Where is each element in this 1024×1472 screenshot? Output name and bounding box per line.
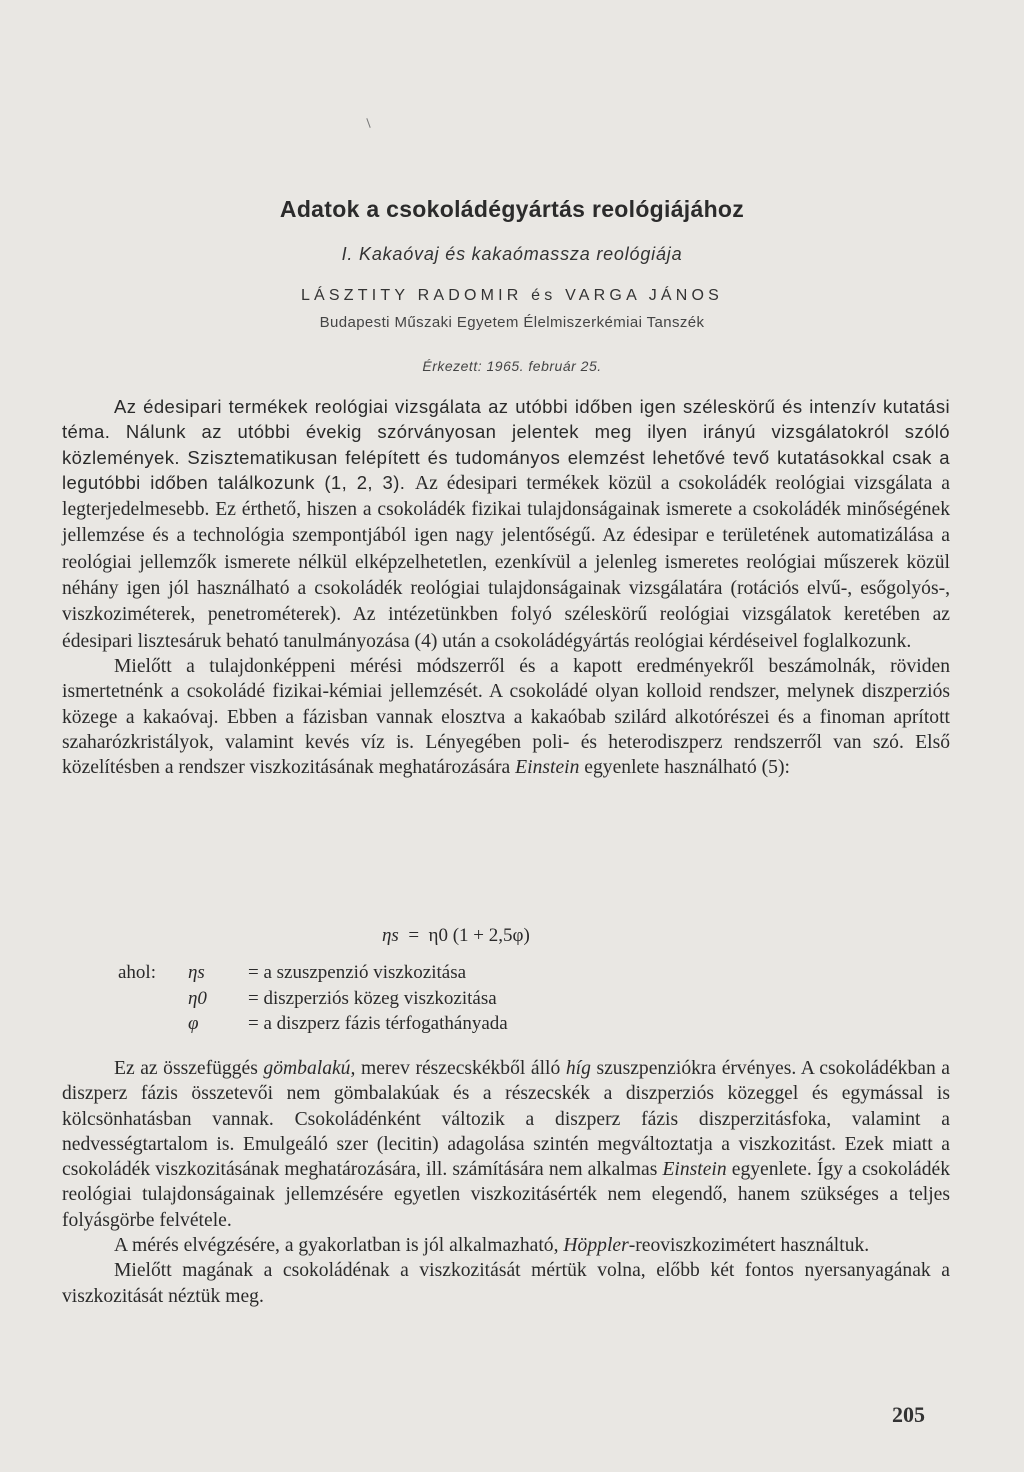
- authors: LÁSZTITY RADOMIR és VARGA JÁNOS: [300, 287, 724, 304]
- stray-mark: [366, 118, 370, 128]
- einstein-name: Einstein: [515, 757, 580, 779]
- article-subtitle: I. Kakaóvaj és kakaómassza reológiája: [341, 244, 683, 264]
- paragraph-1: [62, 394, 950, 654]
- definition-text: = a diszperz fázis térfogathányada: [248, 1013, 508, 1034]
- paragraph-4: [62, 1233, 950, 1258]
- paragraph-3-italic-3: Einstein: [662, 1159, 727, 1181]
- paragraph-3-text-a: Ez az összefüggés: [114, 1058, 258, 1079]
- page-number: 205: [892, 1402, 925, 1427]
- definition-symbol: φ: [188, 1013, 199, 1034]
- definition-row: [118, 1011, 508, 1037]
- symbol-definitions: [118, 960, 508, 1037]
- paragraph-1b-text: Az édesipari termékek közül a csokoládék reológiai vizsgálata a legterjedelmesebb. Ez érthető, hiszen a csokoládék fizikai tulajdonságainak ismerete a csokoládék minőségének jellemzése és a technológia szempontjából igen nagy jelentőségű. Az édesipar e területének automatizálása a reológiai jellemzők ismerete nélkül elképzelhetetlen, ezenkívül a jelenleg ismeretes reológiai műszerek közül néhány igen jól használható a csokoládék reológiai tulajdonságainak vizsgálatára (rotációs elvű-, esőgolyós-, viszkoziméterek, penetrométerek). Az intézetünkben folyó széleskörű reológiai vizsgálatok keretében az édesipari lisztesáruk beható tanulmányozása (4) után a csokoládégyártás reológiai kérdéseivel foglalkozunk.: [62, 472, 950, 652]
- affiliation: Budapesti Műszaki Egyetem Élelmiszerkémiai Tanszék: [319, 314, 705, 331]
- paragraph-3: [62, 1056, 950, 1233]
- definitions-lead: ahol:: [118, 962, 156, 983]
- einstein-formula: [382, 925, 530, 947]
- hoppler-name: Höppler: [563, 1235, 629, 1257]
- received-date: Érkezett: 1965. február 25.: [422, 358, 602, 374]
- paragraph-3-text-c: szuszpenziókra érvényes. A csokoládékban a diszperz fázis összetevői nem gömbalakúak és a részecskék a diszperziós közeggel és egymással is kölcsönhatásban vannak. Csokoládénként változik a diszperz fázis diszperzitásfoka, valamint a nedvességtartalom is. Emulgeáló szer (lecitin) adagolása szintén megváltoztatja a viszkozitást. Ezek miatt a csokoládék viszkozitásának meghatározására, ill. számítására nem alkalmas: [62, 1058, 950, 1181]
- formula-rhs: η0 (1 + 2,5φ): [428, 925, 530, 946]
- paragraph-1-text: Az édesipari termékek reológiai vizsgálata az utóbbi időben igen széleskörű és intenzív kutatási téma. Nálunk az utóbbi évekig szórványosan jelentek meg ilyen irányú vizsgálatokról szóló közlemények. Szisztematikusan felépített és tudományos elemzést lehetővé tevő kutatásokkal csak a legutóbbi időben találkozunk (1, 2, 3).: [62, 396, 950, 493]
- paragraph-3-italic-2: híg: [565, 1058, 591, 1079]
- definition-symbol: ηs: [188, 962, 205, 983]
- paragraph-2-text-b: egyenlete használható (5):: [584, 757, 790, 779]
- paragraph-2-text-a: Mielőtt a tulajdonképpeni mérési módszerről és a kapott eredményekről beszámolnák, röviden ismertetnénk a csokoládé fizikai-kémiai jellemzését. A csokoládé olyan kolloid rendszer, melynek diszperziós közege a kakaóvaj. Ebben a fázisban vannak elosztva a kakaóbab szilárd alkotórészei és a finoman aprított szaharózkristályok, valamint kevés víz is. Lényegében poli- és heterodiszperz rendszerről van szó. Első közelítésben a rendszer viszkozitásának meghatározására: [62, 655, 950, 779]
- definition-text: = diszperziós közeg viszkozitása: [248, 987, 497, 1009]
- paragraph-4-text-a: A mérés elvégzésére, a gyakorlatban is jól alkalmazható,: [114, 1235, 559, 1257]
- body-text-continued: [62, 1056, 950, 1309]
- paragraph-2: [62, 654, 950, 780]
- definition-row: [118, 960, 508, 986]
- definition-text: = a szuszpenzió viszkozitása: [248, 962, 467, 983]
- paragraph-4-text-b: -reoviszkozimétert használtuk.: [628, 1235, 870, 1257]
- definition-symbol: η0: [188, 987, 207, 1009]
- definition-row: [118, 986, 508, 1012]
- formula-equals: =: [408, 925, 420, 946]
- article-title: Adatok a csokoládégyártás reológiájához: [279, 196, 745, 222]
- paragraph-3-text-d: egyenlete. Így a csokoládék reológiai tulajdonságainak jellemzésére egyetlen viszkozitásérték nem elegendő, hanem szükséges a teljes folyásgörbe felvétele.: [62, 1159, 950, 1231]
- formula-lhs: ηs: [382, 925, 399, 946]
- paragraph-3-italic-1: gömbalakú,: [263, 1058, 356, 1079]
- paragraph-3-text-b: merev részecskékből álló: [360, 1058, 561, 1079]
- paragraph-5-text: Mielőtt magának a csokoládénak a viszkozitását mértük volna, előbb két fontos nyersanyagának a viszkozitását néztük meg.: [62, 1260, 950, 1307]
- body-text: [62, 394, 950, 780]
- paragraph-5: [62, 1258, 950, 1309]
